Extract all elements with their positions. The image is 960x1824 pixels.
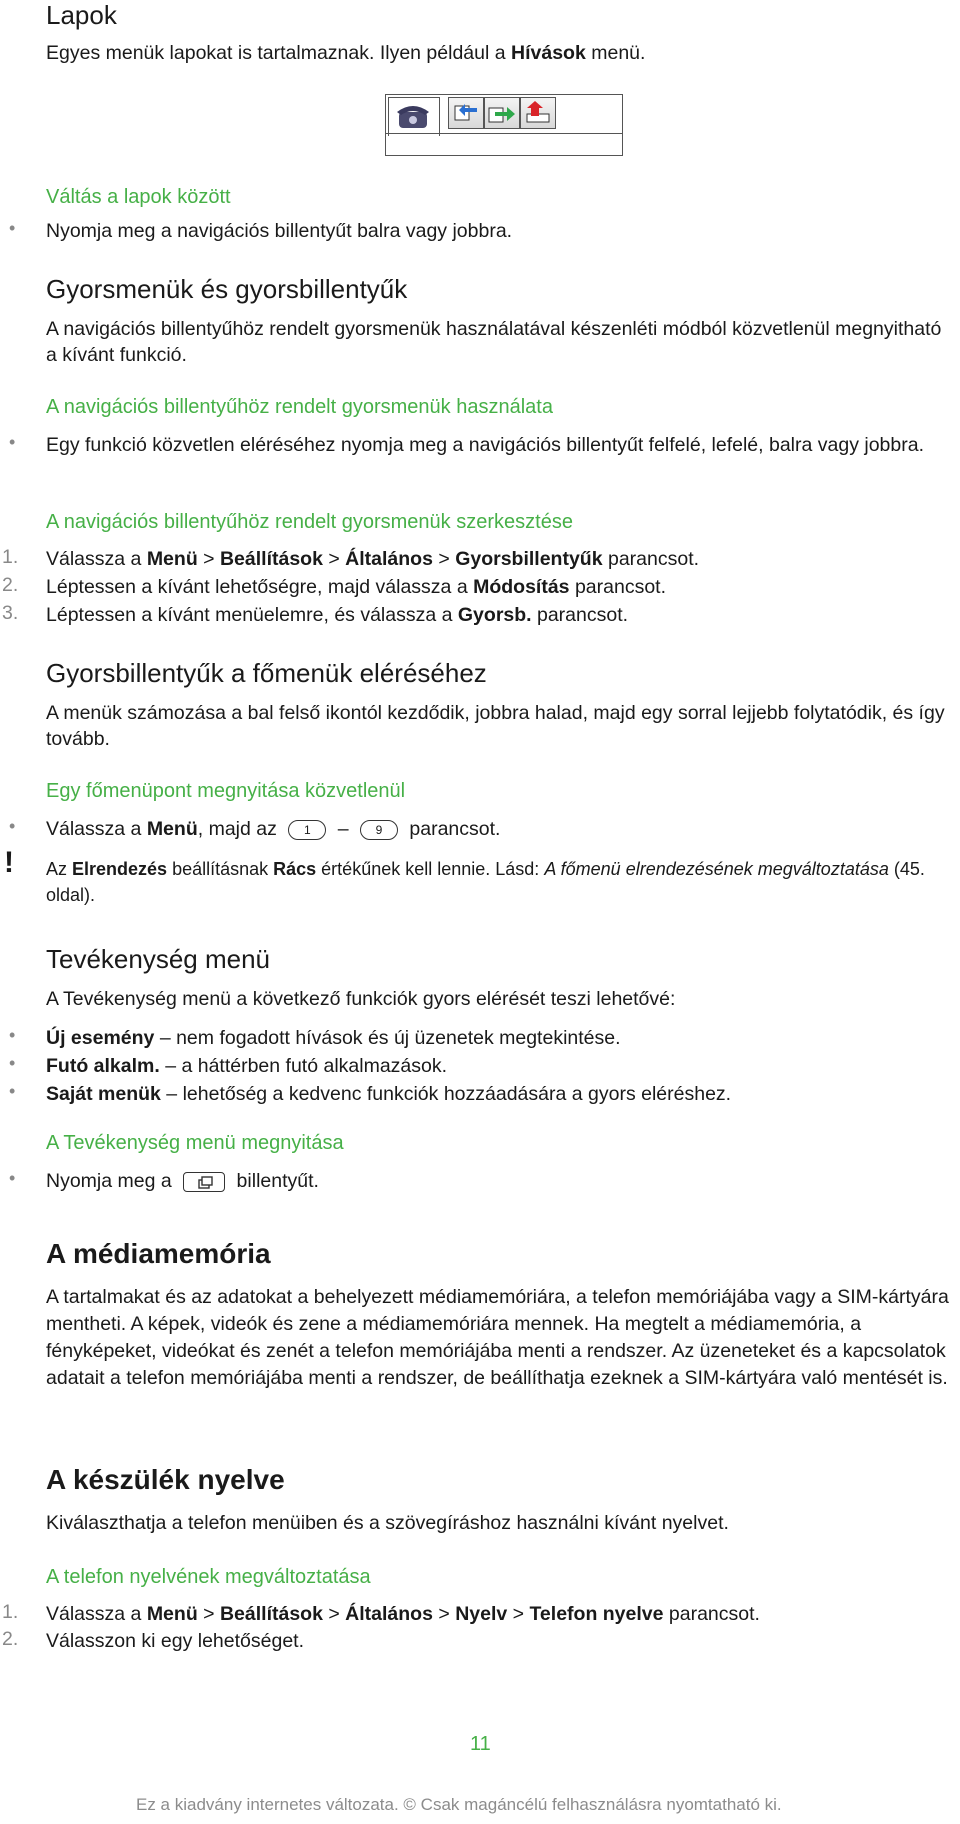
subtitle-gyorsmenuk-hasznalata: A navigációs billentyűhöz rendelt gyorsmenük használata [46,396,553,418]
subtitle-gyorsmenuk-szerkesztese: A navigációs billentyűhöz rendelt gyorsmenük szerkesztése [46,511,573,533]
section-title-lapok: Lapok [46,0,117,30]
gyorsmenuk-bullet: Egy funkció közvetlen eléréséhez nyomja meg a navigációs billentyűt felfelé, lefelé, balra vagy jobbra. [46,434,924,456]
step-3: Léptessen a kívánt menüelemre, és válassza a Gyorsb. parancsot. [46,604,629,626]
step-2: Léptessen a kívánt lehetőségre, majd válassza a Módosítás parancsot. [46,576,667,598]
mediamemoria-para: A tartalmakat és az adatokat a behelyezett médiamemóriára, a telefon memóriájába vagy a SIM-kártyára mentheti. A képek, videók és zene a médiamemóriára mennek. Ha megtelt a médiamemória, a fényképeket, videókat és zenét a telefon memóriájába menti a rendszer. Az üzeneteket és a kapcsolatok adatait a telefon memóriájába menti a rendszer, de beállíthatja ezeknek a SIM-kártyára való mentését is. [46,1286,949,1389]
section-title-nyelv: A készülék nyelve [46,1464,285,1495]
section-title-tevekenyseg: Tevékenység menü [46,944,271,974]
tevekenyseg-bullet: Nyomja meg a billentyűt. [46,1170,319,1192]
key-9-icon: 9 [360,820,398,840]
bullet-marker: • [9,218,16,238]
section-title-gyorsmenuk: Gyorsmenük és gyorsbillentyűk [46,274,408,304]
fomenu-note: Az Elrendezés beállításnak Rács értékűnek kell lennie. Lásd: A főmenü elrendezésének megváltoztatása (45. oldal). [46,859,925,905]
fomenu-bullet: Válassza a Menü, majd az 1 – 9 parancsot. [46,818,501,840]
warning-icon: ! [4,846,14,879]
step-number: 2. [2,1628,19,1650]
nyelv-para: Kiválaszthatja a telefon menüiben és a szövegíráshoz használni kívánt nyelvet. [46,1512,729,1534]
footer-note: Ez a kiadvány internetes változata. © Csak magáncélú felhasználásra nyomtatható ki. [136,1795,782,1814]
step-number: 1. [2,546,19,568]
gyorsmenuk-para: A navigációs billentyűhöz rendelt gyorsmenük használatával készenléti módból közvetlenül megnyitható a kívánt funkció. [46,318,942,366]
tevekenyseg-item: Új esemény – nem fogadott hívások és új üzenetek megtekintése. [46,1027,621,1049]
tevekenyseg-item: Futó alkalm. – a háttérben futó alkalmazások. [46,1055,448,1077]
tabs-illustration [385,94,623,156]
subtitle-tevekenyseg-megnyitasa: A Tevékenység menü megnyitása [46,1132,344,1154]
tevekenyseg-para: A Tevékenység menü a következő funkciók gyors elérését teszi lehetővé: [46,988,676,1010]
tevekenyseg-item: Saját menük – lehetőség a kedvenc funkciók hozzáadására a gyors eléréshez. [46,1083,732,1105]
subtitle-fomenupont: Egy főmenüpont megnyitása közvetlenül [46,780,406,802]
outgoing-call-tab-icon [484,97,520,129]
bullet-marker: • [9,1025,16,1045]
step-number: 1. [2,1601,19,1623]
missed-call-tab-icon [520,97,556,129]
nyelv-step-2: Válasszon ki egy lehetőséget. [46,1630,304,1652]
incoming-call-tab-icon [448,97,484,129]
section-title-fomenuk: Gyorsbillentyűk a főmenük eléréséhez [46,658,487,688]
page-number: 11 [470,1733,491,1755]
nyelv-step-1: Válassza a Menü > Beállítások > Általános > Nyelv > Telefon nyelve parancsot. [46,1603,760,1625]
step-1: Válassza a Menü > Beállítások > Általános > Gyorsbillentyűk parancsot. [46,548,700,570]
bullet-marker: • [9,1168,16,1188]
bullet-marker: • [9,816,16,836]
lapok-intro: Egyes menük lapokat is tartalmaznak. Ilyen például a Hívások menü. [46,42,646,64]
bullet-marker: • [9,432,16,452]
section-title-mediamemoria: A médiamemória [46,1238,271,1269]
tab-body [386,133,622,134]
bullet-marker: • [9,1081,16,1101]
subtitle-valtas: Váltás a lapok között [46,186,231,208]
activity-key-icon [183,1172,225,1192]
bullet-marker: • [9,1053,16,1073]
fomenuk-para: A menük számozása a bal felső ikontól kezdődik, jobbra halad, majd egy sorral lejjebb folytatódik, és így tovább. [46,702,945,750]
step-number: 2. [2,574,19,596]
subtitle-nyelv-megvaltoztatasa: A telefon nyelvének megváltoztatása [46,1566,371,1588]
phone-tab-icon [388,97,440,136]
step-number: 3. [2,602,19,624]
valtas-bullet: Nyomja meg a navigációs billentyűt balra vagy jobbra. [46,220,513,242]
key-1-icon: 1 [288,820,326,840]
